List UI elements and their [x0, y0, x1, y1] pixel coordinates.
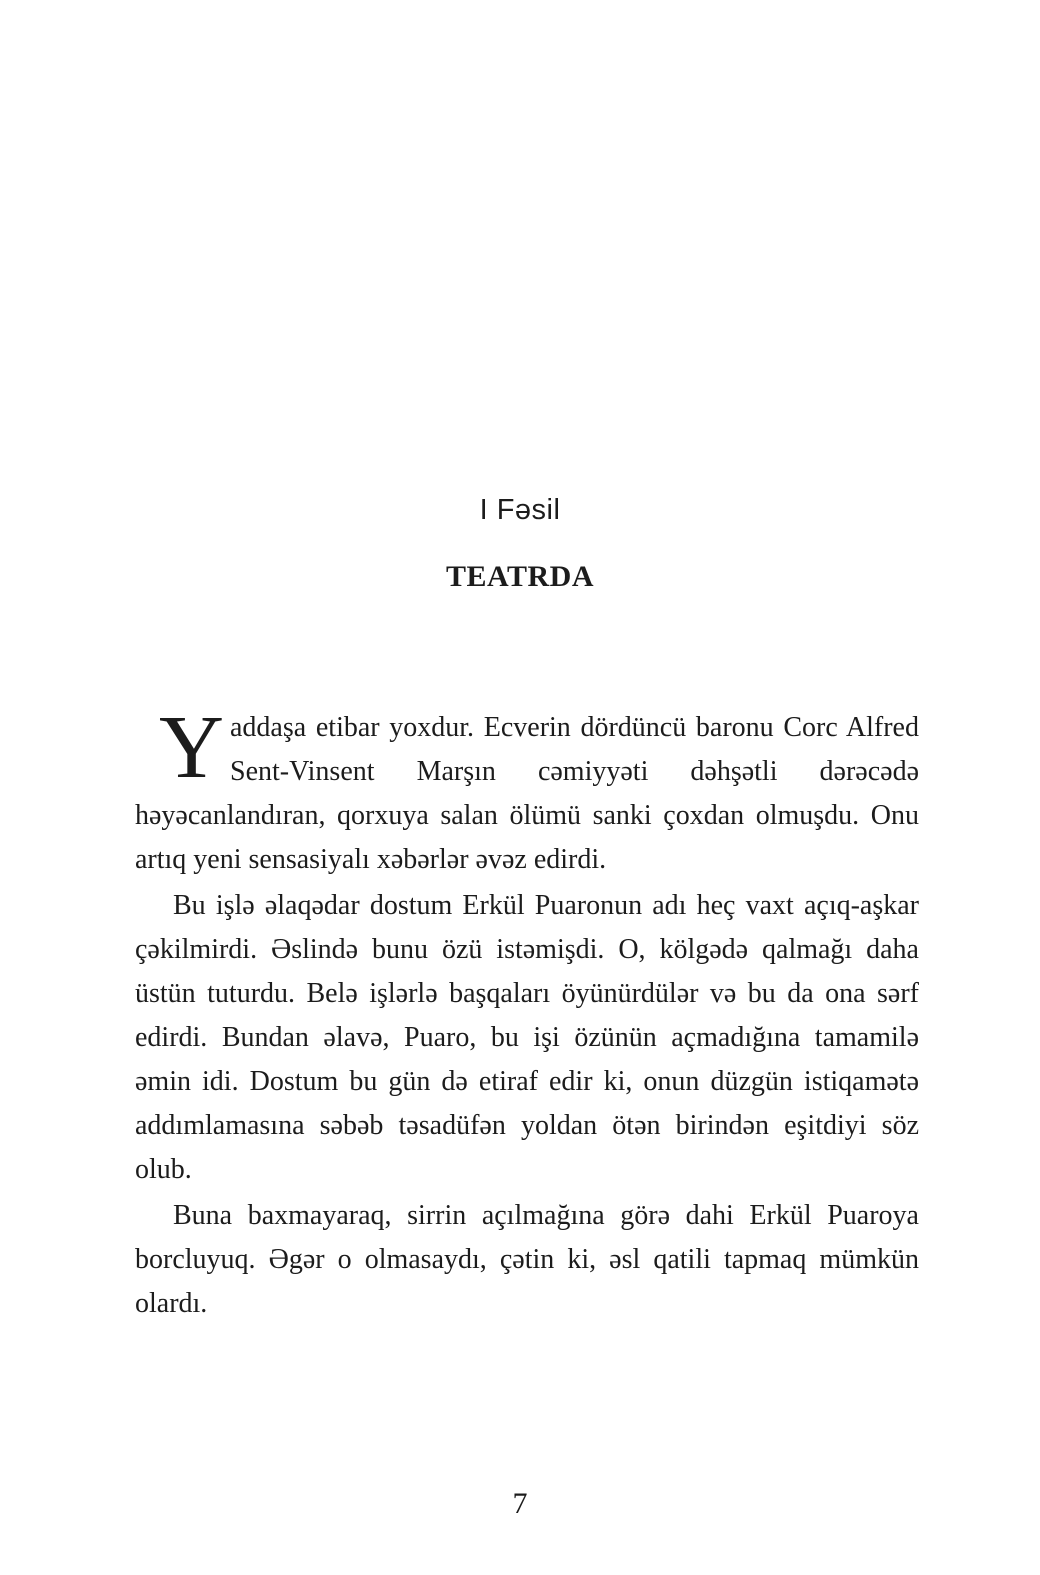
paragraph-1-text: addaşa etibar yoxdur. Ecverin dördüncü baronu Corc Alfred Sent-Vinsent Marşın cəmiyyəti dəhşətli dərəcədə həyəcanlandıran, qorxuya salan ölümü sanki çoxdan olmuşdu. Onu artıq yeni sensasiyalı xəbərlər əvəz edirdi. [135, 712, 919, 875]
body-text [135, 698, 919, 1328]
chapter-label: I Fəsil [479, 494, 561, 526]
drop-cap: Y [159, 698, 224, 797]
page-number: 7 [512, 1487, 528, 1520]
paragraph-3: Buna baxmayaraq, sirrin açılmağına görə dahi Erkül Puaroya borcluyuq. Əgər o olmasaydı, çətin ki, əsl qatili tapmaq mümkün olardı. [135, 1200, 919, 1319]
paragraph-1 [135, 698, 919, 882]
paragraph-2: Bu işlə əlaqədar dostum Erkül Puaronun adı heç vaxt açıq-aşkar çəkilmirdi. Əslində bunu özü istəmişdi. O, kölgədə qalmağı daha üstün tuturdu. Belə işlərlə başqaları öyünürdülər və bu da ona sərf edirdi. Bundan əlavə, Puaro, bu işi özünün açmadığına tamamilə əmin idi. Dostum bu gün də etiraf edir ki, onun düzgün istiqamətə addımlamasına səbəb təsadüfən yoldan ötən birindən eşitdiyi söz olub. [135, 890, 919, 1185]
chapter-title: TEATRDA [446, 560, 594, 593]
